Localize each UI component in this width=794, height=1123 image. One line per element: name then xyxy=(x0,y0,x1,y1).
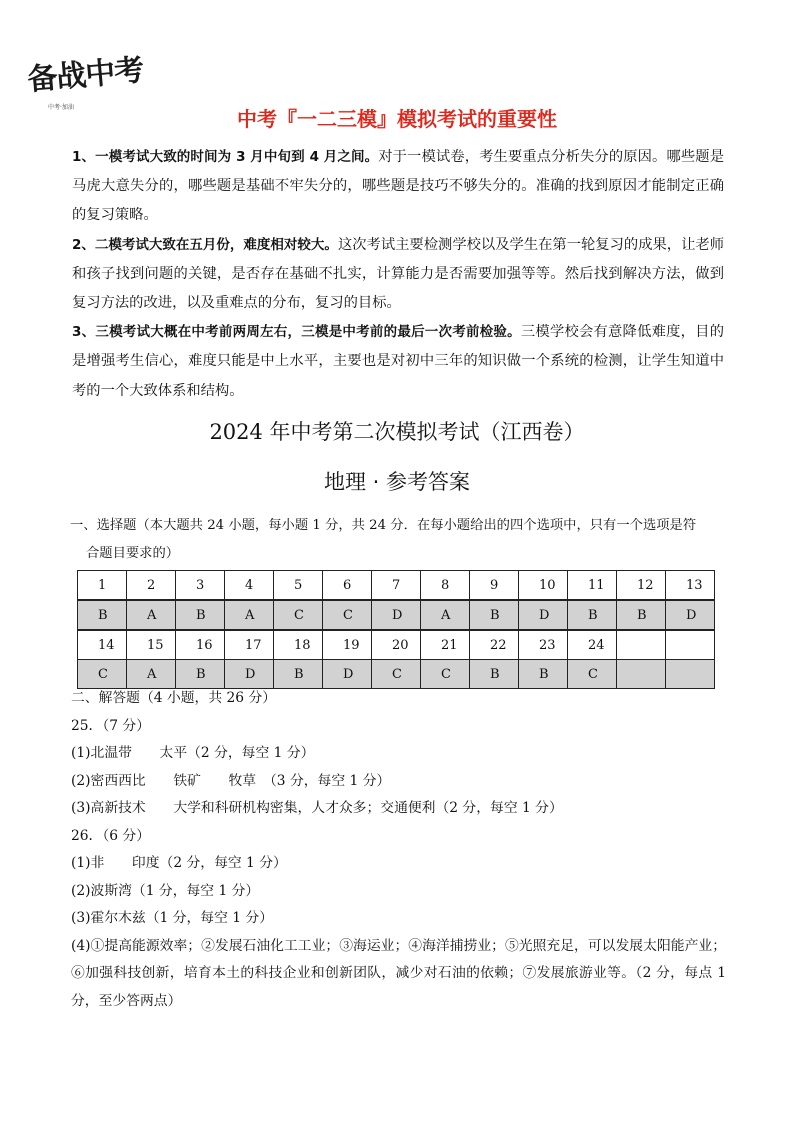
intro-section xyxy=(72,143,724,406)
answer-cell: D xyxy=(666,600,715,630)
answer-line: (2)密西西比 铁矿 牧草 （3 分，每空 1 分） xyxy=(71,772,391,789)
exam-title: 2024 年中考第二次模拟考试（江西卷） xyxy=(209,420,585,444)
answer-cell: C xyxy=(323,600,372,630)
intro-lead-3: 3、三模考试大概在中考前两周左右，三模是中考前的最后一次考前检验。 xyxy=(72,324,521,341)
question-number-cell: 11 xyxy=(568,571,617,601)
answer-cell: B xyxy=(568,600,617,630)
question-number-cell: 10 xyxy=(519,571,568,601)
answer-cell: D xyxy=(323,660,372,689)
intro-text-1: 对于一模试卷，考生要重点分析失分的原因。哪些题是马虎大意失分的，哪些题是基础不牢失分的，哪些题是技巧不够失分的。准确的找到原因才能制定正确的复习策略。 xyxy=(72,149,724,224)
question-number-cell: 9 xyxy=(470,571,519,601)
intro-lead-2: 2、二模考试大致在五月份，难度相对较大。 xyxy=(72,236,338,253)
question-number-cell xyxy=(617,630,666,660)
answer-line: (3)霍尔木兹（1 分，每空 1 分） xyxy=(71,910,274,926)
section-2-heading: 二、解答题（4 小题，共 26 分） xyxy=(71,690,277,706)
logo-brand: 备战中考 xyxy=(26,52,145,98)
question-number-cell: 12 xyxy=(617,571,666,601)
question-number-cell: 22 xyxy=(470,630,519,660)
question-number-cell: 4 xyxy=(225,571,274,601)
question-number-cell: 14 xyxy=(78,630,127,660)
answer-line: (3)高新技术 大学和科研机构密集，人才众多；交通便利（2 分，每空 1 分） xyxy=(71,800,563,816)
section-1-heading xyxy=(70,512,726,568)
question-number-row xyxy=(78,630,715,660)
question-number-cell: 19 xyxy=(323,630,372,660)
question-number-cell: 17 xyxy=(225,630,274,660)
answer-cell: D xyxy=(225,660,274,689)
question-number-cell: 6 xyxy=(323,571,372,601)
answer-cell: C xyxy=(421,660,470,689)
section-2 xyxy=(71,685,726,1015)
answer-line-last: (4)①提高能源效率；②发展石油化工工业；③海运业；④海洋捕捞业；⑤光照充足，可以发展太阳能产业；⑥加强科技创新，培育本土的科技企业和创新团队，减少对石油的依赖；⑦发展旅游业等。（2 分，每点 1 分，至少答两点） xyxy=(71,937,726,1009)
question-number-row xyxy=(78,571,715,601)
answer-line: 26．（6 分） xyxy=(71,827,151,844)
headline: 中考『一二三模』模拟考试的重要性 xyxy=(237,107,557,131)
answer-cell: B xyxy=(470,660,519,689)
answer-cell: B xyxy=(176,600,225,630)
intro-text-2: 这次考试主要检测学校以及学生在第一轮复习的成果，让老师和孩子找到问题的关键，是否存在基础不扎实，计算能力是否需要加强等等。然后找到解决方法，做到复习方法的改进，以及重难点的分布，复习的目标。 xyxy=(72,236,724,312)
section-1-line-2: 合题目要求的） xyxy=(86,546,180,561)
answer-cell: C xyxy=(568,660,617,689)
answer-row xyxy=(78,600,715,630)
intro-lead-1: 1、一模考试大致的时间为 3 月中旬到 4 月之间。 xyxy=(72,149,379,165)
question-number-cell: 2 xyxy=(127,571,176,601)
answer-line: 25．（7 分） xyxy=(71,717,151,734)
answer-line: (1)北温带 太平（2 分，每空 1 分） xyxy=(71,745,315,761)
intro-text-3: 三模学校会有意降低难度，目的是增强考生信心，难度只能是中上水平，主要也是对初中三年的知识做一个系统的检测，让学生知道中考的一个大致体系和结构。 xyxy=(72,324,724,399)
answer-line: (2)波斯湾（1 分，每空 1 分） xyxy=(71,882,260,899)
question-number-cell: 13 xyxy=(666,571,715,601)
question-number-cell: 18 xyxy=(274,630,323,660)
answer-cell: C xyxy=(78,660,127,689)
answer-cell: B xyxy=(519,660,568,689)
answer-cell: D xyxy=(519,600,568,630)
answer-cell: B xyxy=(274,660,323,689)
question-number-cell xyxy=(666,630,715,660)
intro-paragraph-1 xyxy=(72,143,724,231)
answer-cell: C xyxy=(274,600,323,630)
answer-cell: A xyxy=(421,600,470,630)
intro-paragraph-3 xyxy=(72,318,724,406)
question-number-cell: 20 xyxy=(372,630,421,660)
answer-table xyxy=(77,570,715,689)
answer-cell: B xyxy=(176,660,225,689)
question-number-cell: 5 xyxy=(274,571,323,601)
answer-cell: D xyxy=(372,600,421,630)
logo-subtitle: 中考·加油 xyxy=(48,104,74,111)
exam-subtitle: 地理 · 参考答案 xyxy=(323,470,471,494)
answer-cell: A xyxy=(127,660,176,689)
question-number-cell: 3 xyxy=(176,571,225,601)
answer-cell: B xyxy=(78,600,127,630)
question-number-cell: 8 xyxy=(421,571,470,601)
question-number-cell: 7 xyxy=(372,571,421,601)
answer-line: (1)非 印度（2 分，每空 1 分） xyxy=(71,855,287,871)
answer-cell: A xyxy=(225,600,274,630)
question-number-cell: 23 xyxy=(519,630,568,660)
question-number-cell: 21 xyxy=(421,630,470,660)
answer-cell: B xyxy=(470,600,519,630)
answer-cell: A xyxy=(127,600,176,630)
section-1-line-1: 一、选择题（本大题共 24 小题，每小题 1 分，共 24 分．在每小题给出的四个选项中，只有一个选项是符 xyxy=(70,518,697,533)
question-number-cell: 16 xyxy=(176,630,225,660)
intro-paragraph-2 xyxy=(72,231,724,319)
answer-cell: C xyxy=(372,660,421,689)
question-number-cell: 24 xyxy=(568,630,617,660)
question-number-cell: 15 xyxy=(127,630,176,660)
answer-cell: B xyxy=(617,600,666,630)
question-number-cell: 1 xyxy=(78,571,127,601)
